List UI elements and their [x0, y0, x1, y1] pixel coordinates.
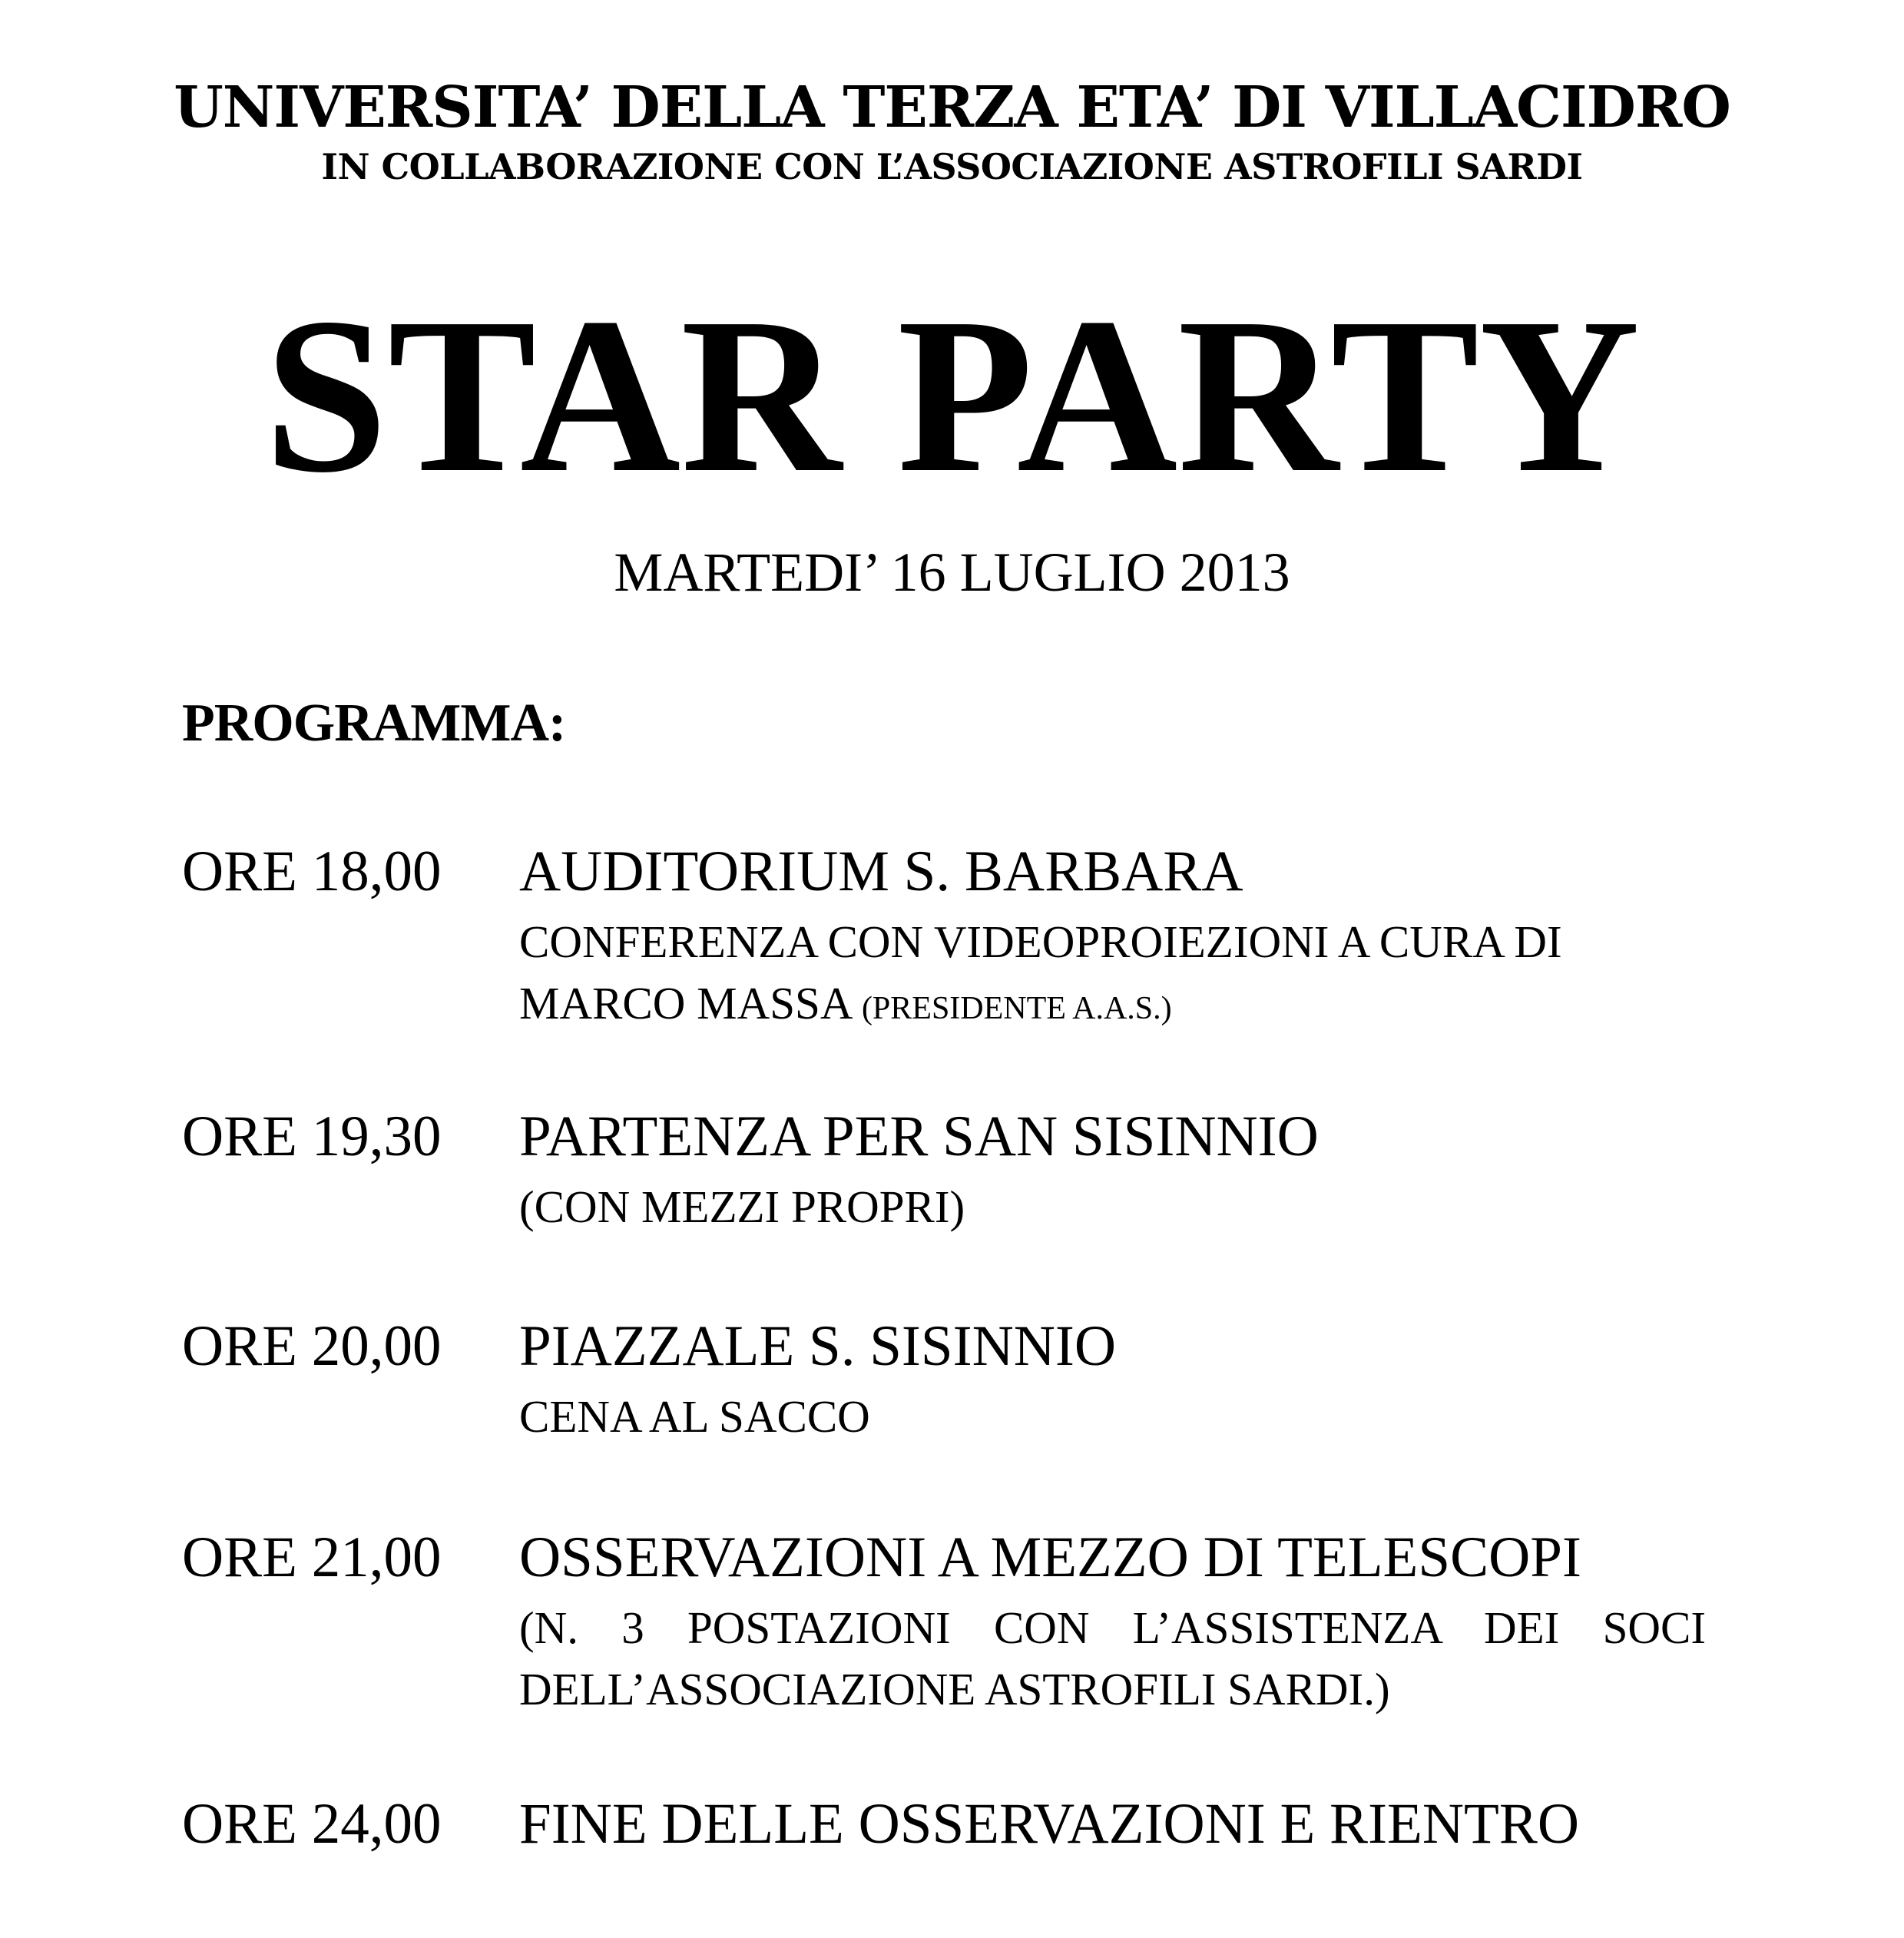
- program-heading: PROGRAMMA:: [182, 694, 566, 753]
- entry-detail-note: (PRESIDENTE A.A.S.): [861, 991, 1172, 1026]
- entry-detail-line: CENA AL SACCO: [519, 1391, 870, 1442]
- entry-place: AUDITORIUM S. BARBARA: [519, 840, 1243, 903]
- entry-time: ORE 19,30: [182, 1105, 442, 1168]
- event-title: STAR PARTY: [263, 272, 1641, 518]
- entry-detail: [519, 911, 1706, 1039]
- entry-time: ORE 18,00: [182, 840, 442, 903]
- entry-detail: [519, 1386, 1706, 1447]
- entry-time: ORE 24,00: [182, 1792, 442, 1856]
- entry-detail-name: MARCO MASSA: [519, 978, 862, 1029]
- entry-place: PARTENZA PER SAN SISINNIO: [519, 1105, 1319, 1168]
- entry-place: FINE DELLE OSSERVAZIONI E RIENTRO: [519, 1792, 1580, 1856]
- entry-time: ORE 20,00: [182, 1314, 442, 1378]
- entry-time: ORE 21,00: [182, 1526, 442, 1589]
- header-line-1: UNIVERSITA’ DELLA TERZA ETA’ DI VILLACIDRO: [174, 75, 1730, 141]
- entry-detail-line: [519, 972, 1706, 1039]
- entry-place: OSSERVAZIONI A MEZZO DI TELESCOPI: [519, 1526, 1581, 1589]
- event-date: MARTEDI’ 16 LUGLIO 2013: [614, 542, 1290, 603]
- entry-detail: (N. 3 POSTAZIONI CON L’ASSISTENZA DEI SOCI DELL’ASSOCIAZIONE ASTROFILI SARDI.): [519, 1602, 1706, 1714]
- entry-detail: [519, 1176, 1706, 1237]
- entry-place: PIAZZALE S. SISINNIO: [519, 1314, 1117, 1378]
- header-line-2: IN COLLABORAZIONE CON L’ASSOCIAZIONE ASTROFILI SARDI: [321, 146, 1583, 187]
- entry-detail-line: CONFERENZA CON VIDEOPROIEZIONI A CURA DI: [519, 916, 1562, 967]
- entry-detail-line: (CON MEZZI PROPRI): [519, 1181, 965, 1232]
